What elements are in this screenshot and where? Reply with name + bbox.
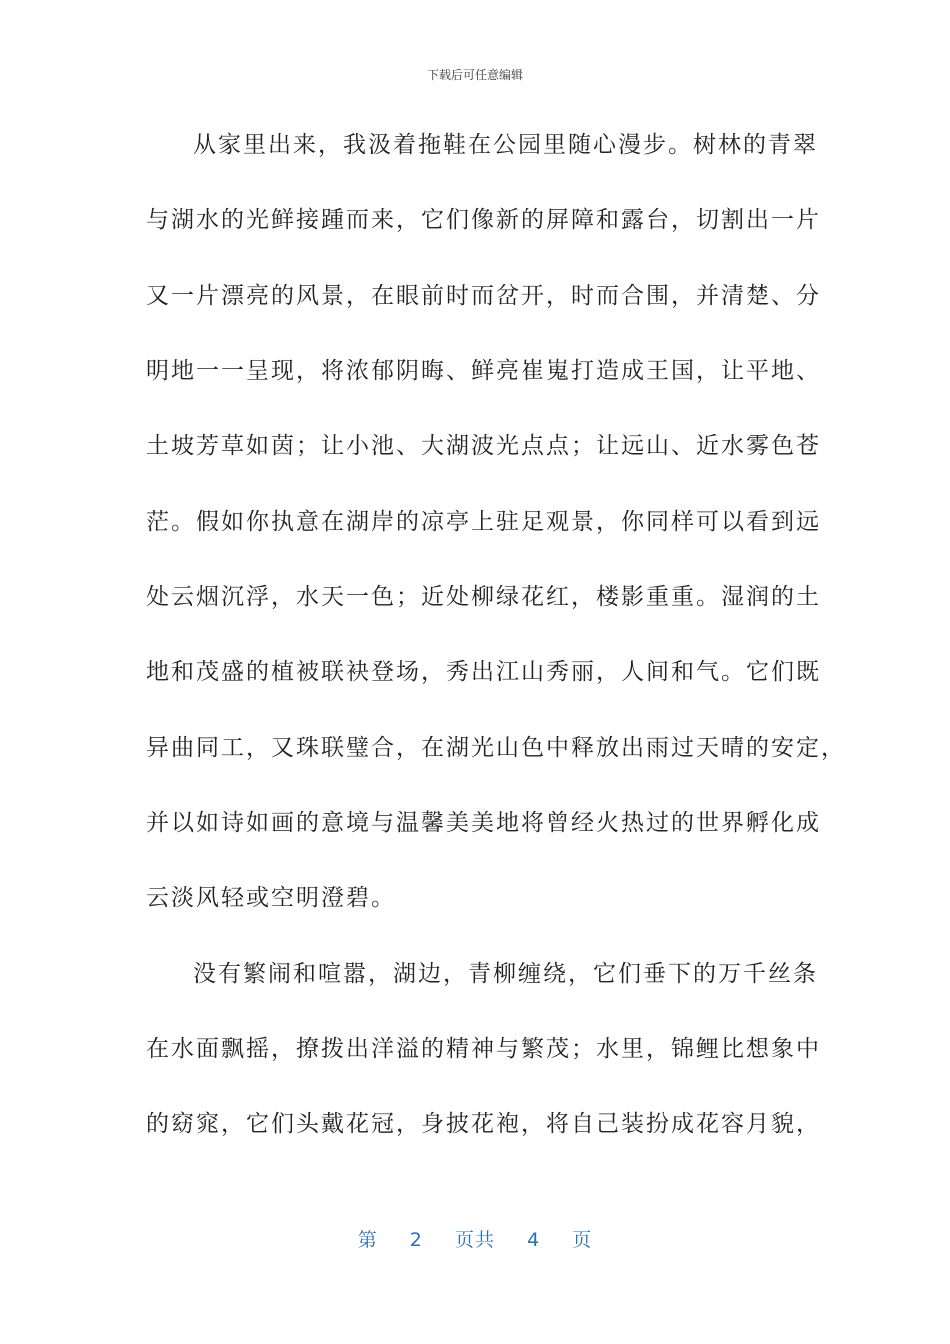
current-page: 2 [409,1229,423,1251]
download-note: 下载后可任意编辑 [426,68,523,82]
page-prefix: 第 [357,1229,378,1251]
page-middle: 页共 [454,1229,495,1251]
paragraph-line: 地和茂盛的植被联袂登场，秀出江山秀丽，人间和气。它们既 [146,659,821,685]
page-suffix: 页 [572,1229,593,1251]
page-number [0,1225,950,1252]
paragraph-line: 茫。假如你执意在湖岸的凉亭上驻足观景，你同样可以看到远 [146,509,821,535]
paragraph-line: 没有繁闹和喧嚣，湖边，青柳缠绕，它们垂下的万千丝条 [193,961,818,987]
paragraph-line: 处云烟沉浮，水天一色；近处柳绿花红，楼影重重。湿润的土 [146,584,821,610]
total-pages: 4 [527,1229,541,1251]
paragraph-line: 从家里出来，我汲着拖鞋在公园里随心漫步。树林的青翠 [193,132,818,158]
paragraph-line: 的窈窕，它们头戴花冠，身披花袍，将自己装扮成花容月貌， [146,1111,821,1137]
paragraph-line: 明地一一呈现，将浓郁阴晦、鲜亮崔嵬打造成王国，让平地、 [146,358,821,384]
paragraph-line: 在水面飘摇，撩拨出洋溢的精神与繁茂；水里，锦鲤比想象中 [146,1036,821,1062]
paragraph-line: 土坡芳草如茵；让小池、大湖波光点点；让远山、近水雾色苍 [146,433,821,459]
paragraph-line: 并以如诗如画的意境与温馨美美地将曾经火热过的世界孵化成 [146,810,821,836]
paragraph-line: 与湖水的光鲜接踵而来，它们像新的屏障和露台，切割出一片 [146,207,821,233]
paragraph-line: 又一片漂亮的风景，在眼前时而岔开，时而合围，并清楚、分 [146,283,821,309]
paragraph-line: 云淡风轻或空明澄碧。 [146,885,396,911]
paragraph-line: 异曲同工，又珠联璧合，在湖光山色中释放出雨过天晴的安定， [146,735,846,761]
